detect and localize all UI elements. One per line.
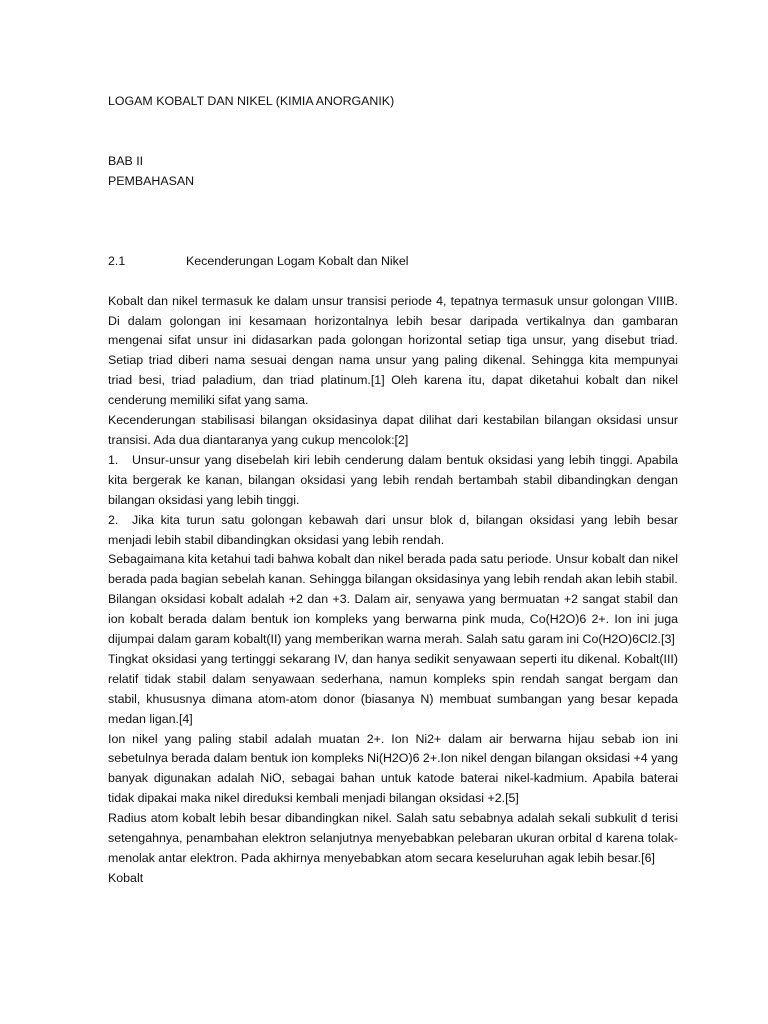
paragraph: Radius atom kobalt lebih besar dibandingkan nikel. Salah satu sebabnya adalah sekali subkulit d terisi setengahnya, penambahan elektron selanjutnya menyebabkan pelebaran ukuran orbital d karena tolak-menolak antar elektron. Pada akhirnya menyebabkan atom secara keseluruhan agak lebih besar.[6]: [108, 811, 678, 865]
paragraph: Tingkat oksidasi yang tertinggi sekarang IV, dan hanya sedikit senyawaan seperti itu dikenal. Kobalt(III) relatif tidak stabil dalam senyawaan sederhana, namun kompleks spin rendah sangat bergam dan stabil, khususnya dimana atom-atom donor (biasanya N) membuat sumbangan yang besar kepada medan ligan.[4]: [108, 651, 678, 726]
list-item-text: Unsur-unsur yang disebelah kiri lebih cenderung dalam bentuk oksidasi yang lebih tinggi. Apabila kita bergerak ke kanan, bilangan oksidasi yang lebih rendah bertambah stabil dibandingkan dengan bilangan oksidasi yang lebih tinggi.: [108, 452, 678, 507]
paragraph: Sebagaimana kita ketahui tadi bahwa kobalt dan nikel berada pada satu periode. Unsur kobalt dan nikel berada pada bagian sebelah kanan. Sehingga bilangan oksidasinya yang lebih rendah akan lebih stabil.: [108, 552, 678, 587]
spacer: [108, 192, 678, 232]
list-item: [108, 511, 678, 551]
paragraph: Kobalt dan nikel termasuk ke dalam unsur transisi periode 4, tepatnya termasuk unsur golongan VIIIB. Di dalam golongan ini kesamaan horizontalnya lebih besar daripada vertikalnya dan gambaran mengenai sifat unsur ini didasarkan pada golongan horizontal setiap tiga unsur, yang disebut triad. Setiap triad diberi nama sesuai dengan nama unsur yang paling dikenal. Sehingga kita mempunyai triad besi, triad paladium, dan triad platinum.[1] Oleh karena itu, dapat diketahui kobalt dan nikel cenderung memiliki sifat yang sama.: [108, 293, 678, 408]
list-item: [108, 451, 678, 511]
document-page: [108, 92, 678, 889]
chapter-number: BAB II: [108, 153, 144, 168]
list-marker: 1.: [108, 452, 119, 467]
paragraph: Bilangan oksidasi kobalt adalah +2 dan +3. Dalam air, senyawa yang bermuatan +2 sangat stabil dan ion kobalt berada dalam bentuk ion kompleks yang berwarna pink muda, Co(H2O)6 2+. Ion ini juga dijumpai dalam garam kobalt(II) yang memberikan warna merah. Salah satu garam ini Co(H2O)6Cl2.[3]: [108, 592, 678, 647]
paragraph: Kecenderungan stabilisasi bilangan oksidasinya dapat dilihat dari kestabilan bilangan oksidasi unsur transisi. Ada dua diantaranya yang cukup mencolok:[2]: [108, 413, 678, 447]
spacer: [108, 112, 678, 152]
subheading: Kobalt: [108, 870, 144, 885]
list-marker: 2.: [108, 512, 119, 527]
list-item-text: Jika kita turun satu golongan kebawah dari unsur blok d, bilangan oksidasi yang lebih besar menjadi lebih stabil dibandingkan oksidasi yang lebih rendah.: [108, 512, 678, 547]
document-title: LOGAM KOBALT DAN NIKEL (KIMIA ANORGANIK): [108, 94, 395, 108]
section-number: 2.1: [108, 253, 126, 268]
section-heading: [108, 252, 678, 272]
section-title: Kecenderungan Logam Kobalt dan Nikel: [186, 253, 409, 268]
paragraph: Ion nikel yang paling stabil adalah muatan 2+. Ion Ni2+ dalam air berwarna hijau sebab ion ini sebetulnya berada dalam bentuk ion kompleks Ni(H2O)6 2+.Ion nikel dengan bilangan oksidasi +4 yang banyak digunakan adalah NiO, sebagai bahan untuk katode baterai nikel-kadmium. Apabila baterai tidak dipakai maka nikel direduksi kembali menjadi bilangan oksidasi +2.[5]: [108, 731, 678, 806]
spacer: [108, 272, 678, 292]
spacer: [108, 232, 678, 252]
chapter-title: PEMBAHASAN: [108, 173, 195, 188]
